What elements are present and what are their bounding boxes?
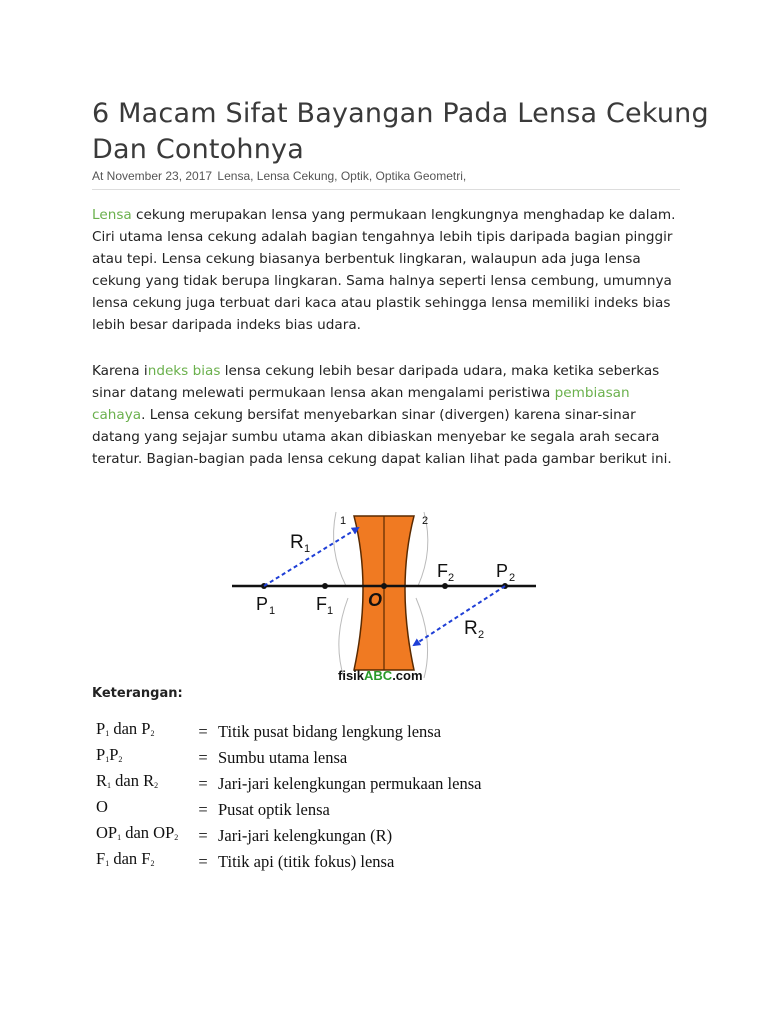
legend-symbol: $P_1$ dan $P_2$ — [96, 719, 155, 738]
legend-description: Jari-jari kelengkungan permukaan lensa — [218, 773, 482, 793]
label-r2-sub: 2 — [478, 629, 485, 641]
legend-equals: = — [198, 773, 208, 793]
legend-description: Sumbu utama lensa — [218, 747, 348, 767]
label-p2: P — [496, 561, 509, 581]
label-r2: R — [464, 618, 478, 639]
label-surface-1: 1 — [340, 515, 347, 527]
label-f1: F — [316, 594, 327, 614]
legend-symbol: $F_1$ dan $F_2$ — [96, 849, 155, 868]
legend-equals: = — [198, 825, 208, 845]
legend-symbol: $OP_1$ dan $OP_2$ — [96, 823, 179, 842]
paragraph-refraction-b: lensa cekung lebih besar daripada udara, maka ketika seberkas sinar datang melewati permukaan lensa akan mengalami peristiwa — [92, 363, 660, 401]
legend-symbol: $P_1P_2$ — [96, 745, 123, 764]
table-row — [96, 744, 496, 770]
link-pembiasan-cahaya[interactable]: pembiasan cahaya — [92, 385, 630, 423]
link-lensa[interactable]: Lensa — [92, 207, 132, 223]
post-date: At November 23, 2017 — [92, 169, 213, 183]
label-r1: R — [290, 532, 304, 553]
paragraph-refraction-a: Karena i — [92, 363, 148, 379]
legend-equals: = — [198, 799, 208, 819]
table-row — [96, 770, 496, 796]
legend-equals: = — [198, 721, 208, 741]
brand-watermark — [338, 668, 423, 683]
legend-description: Jari-jari kelengkungan (R) — [218, 825, 393, 845]
label-r1-sub: 1 — [304, 543, 311, 555]
legend-symbol: O — [96, 797, 108, 816]
legend-description: Titik api (titik fokus) lensa — [218, 851, 395, 871]
paragraph-intro-text: cekung merupakan lensa yang permukaan lengkungnya menghadap ke dalam. Ciri utama lensa cekung adalah bagian tengahnya lebih tipis daripada bagian pinggir atau tepi. Lensa cekung biasanya berbentuk lingkaran, walaupun ada juga lensa cekung yang tidak berupa lingkaran. Sama halnya seperti lensa cembung, umumnya lensa cekung juga terbuat dari kaca atau plastik sehingga lensa memiliki indeks bias lebih besar daripada indeks bias udara. — [92, 207, 676, 333]
label-f1-sub: 1 — [327, 605, 334, 617]
table-row — [96, 718, 496, 744]
keterangan-heading: Keterangan: — [92, 686, 183, 701]
label-f2-sub: 2 — [448, 572, 455, 584]
label-p1-sub: 1 — [269, 605, 276, 617]
legend-description: Pusat optik lensa — [218, 799, 330, 819]
label-o: O — [368, 590, 383, 610]
table-row — [96, 822, 496, 848]
paragraph-refraction — [92, 360, 682, 470]
legend-symbol: $R_1$ dan $R_2$ — [96, 771, 159, 790]
link-indeks-bias[interactable]: ndeks bias — [147, 363, 221, 379]
article-meta — [92, 169, 680, 190]
label-surface-2: 2 — [422, 515, 429, 527]
label-p1: P — [256, 594, 269, 614]
concave-lens-diagram — [228, 500, 540, 686]
brand-post: .com — [392, 668, 423, 683]
point-o — [381, 583, 387, 589]
legend-equals: = — [198, 747, 208, 767]
paragraph-refraction-c: . Lensa cekung bersifat menyebarkan sinar (divergen) karena sinar-sinar datang yang sejajar sumbu utama akan dibiaskan menyebar ke segala arah secara teratur. Bagian-bagian pada lensa cekung dapat kalian lihat pada gambar berikut ini. — [92, 407, 672, 467]
label-f2: F — [437, 561, 448, 581]
radius-arrow-r2 — [414, 586, 505, 645]
paragraph-intro — [92, 204, 682, 336]
brand-pre: fisik — [338, 668, 365, 683]
curvature-arc-3 — [339, 598, 348, 678]
legend-table — [96, 718, 496, 874]
legend-description: Titik pusat bidang lengkung lensa — [218, 721, 442, 741]
table-row — [96, 848, 496, 874]
brand-mid: ABC — [364, 668, 393, 683]
post-categories[interactable]: Lensa, Lensa Cekung, Optik, Optika Geometri, — [217, 169, 467, 183]
table-row — [96, 796, 496, 822]
label-p2-sub: 2 — [509, 572, 516, 584]
legend-equals: = — [198, 851, 208, 871]
point-f1 — [322, 583, 328, 589]
radius-arrow-r1 — [264, 528, 358, 586]
article-title: 6 Macam Sifat Bayangan Pada Lensa Cekung Dan Contohnya — [92, 98, 709, 165]
